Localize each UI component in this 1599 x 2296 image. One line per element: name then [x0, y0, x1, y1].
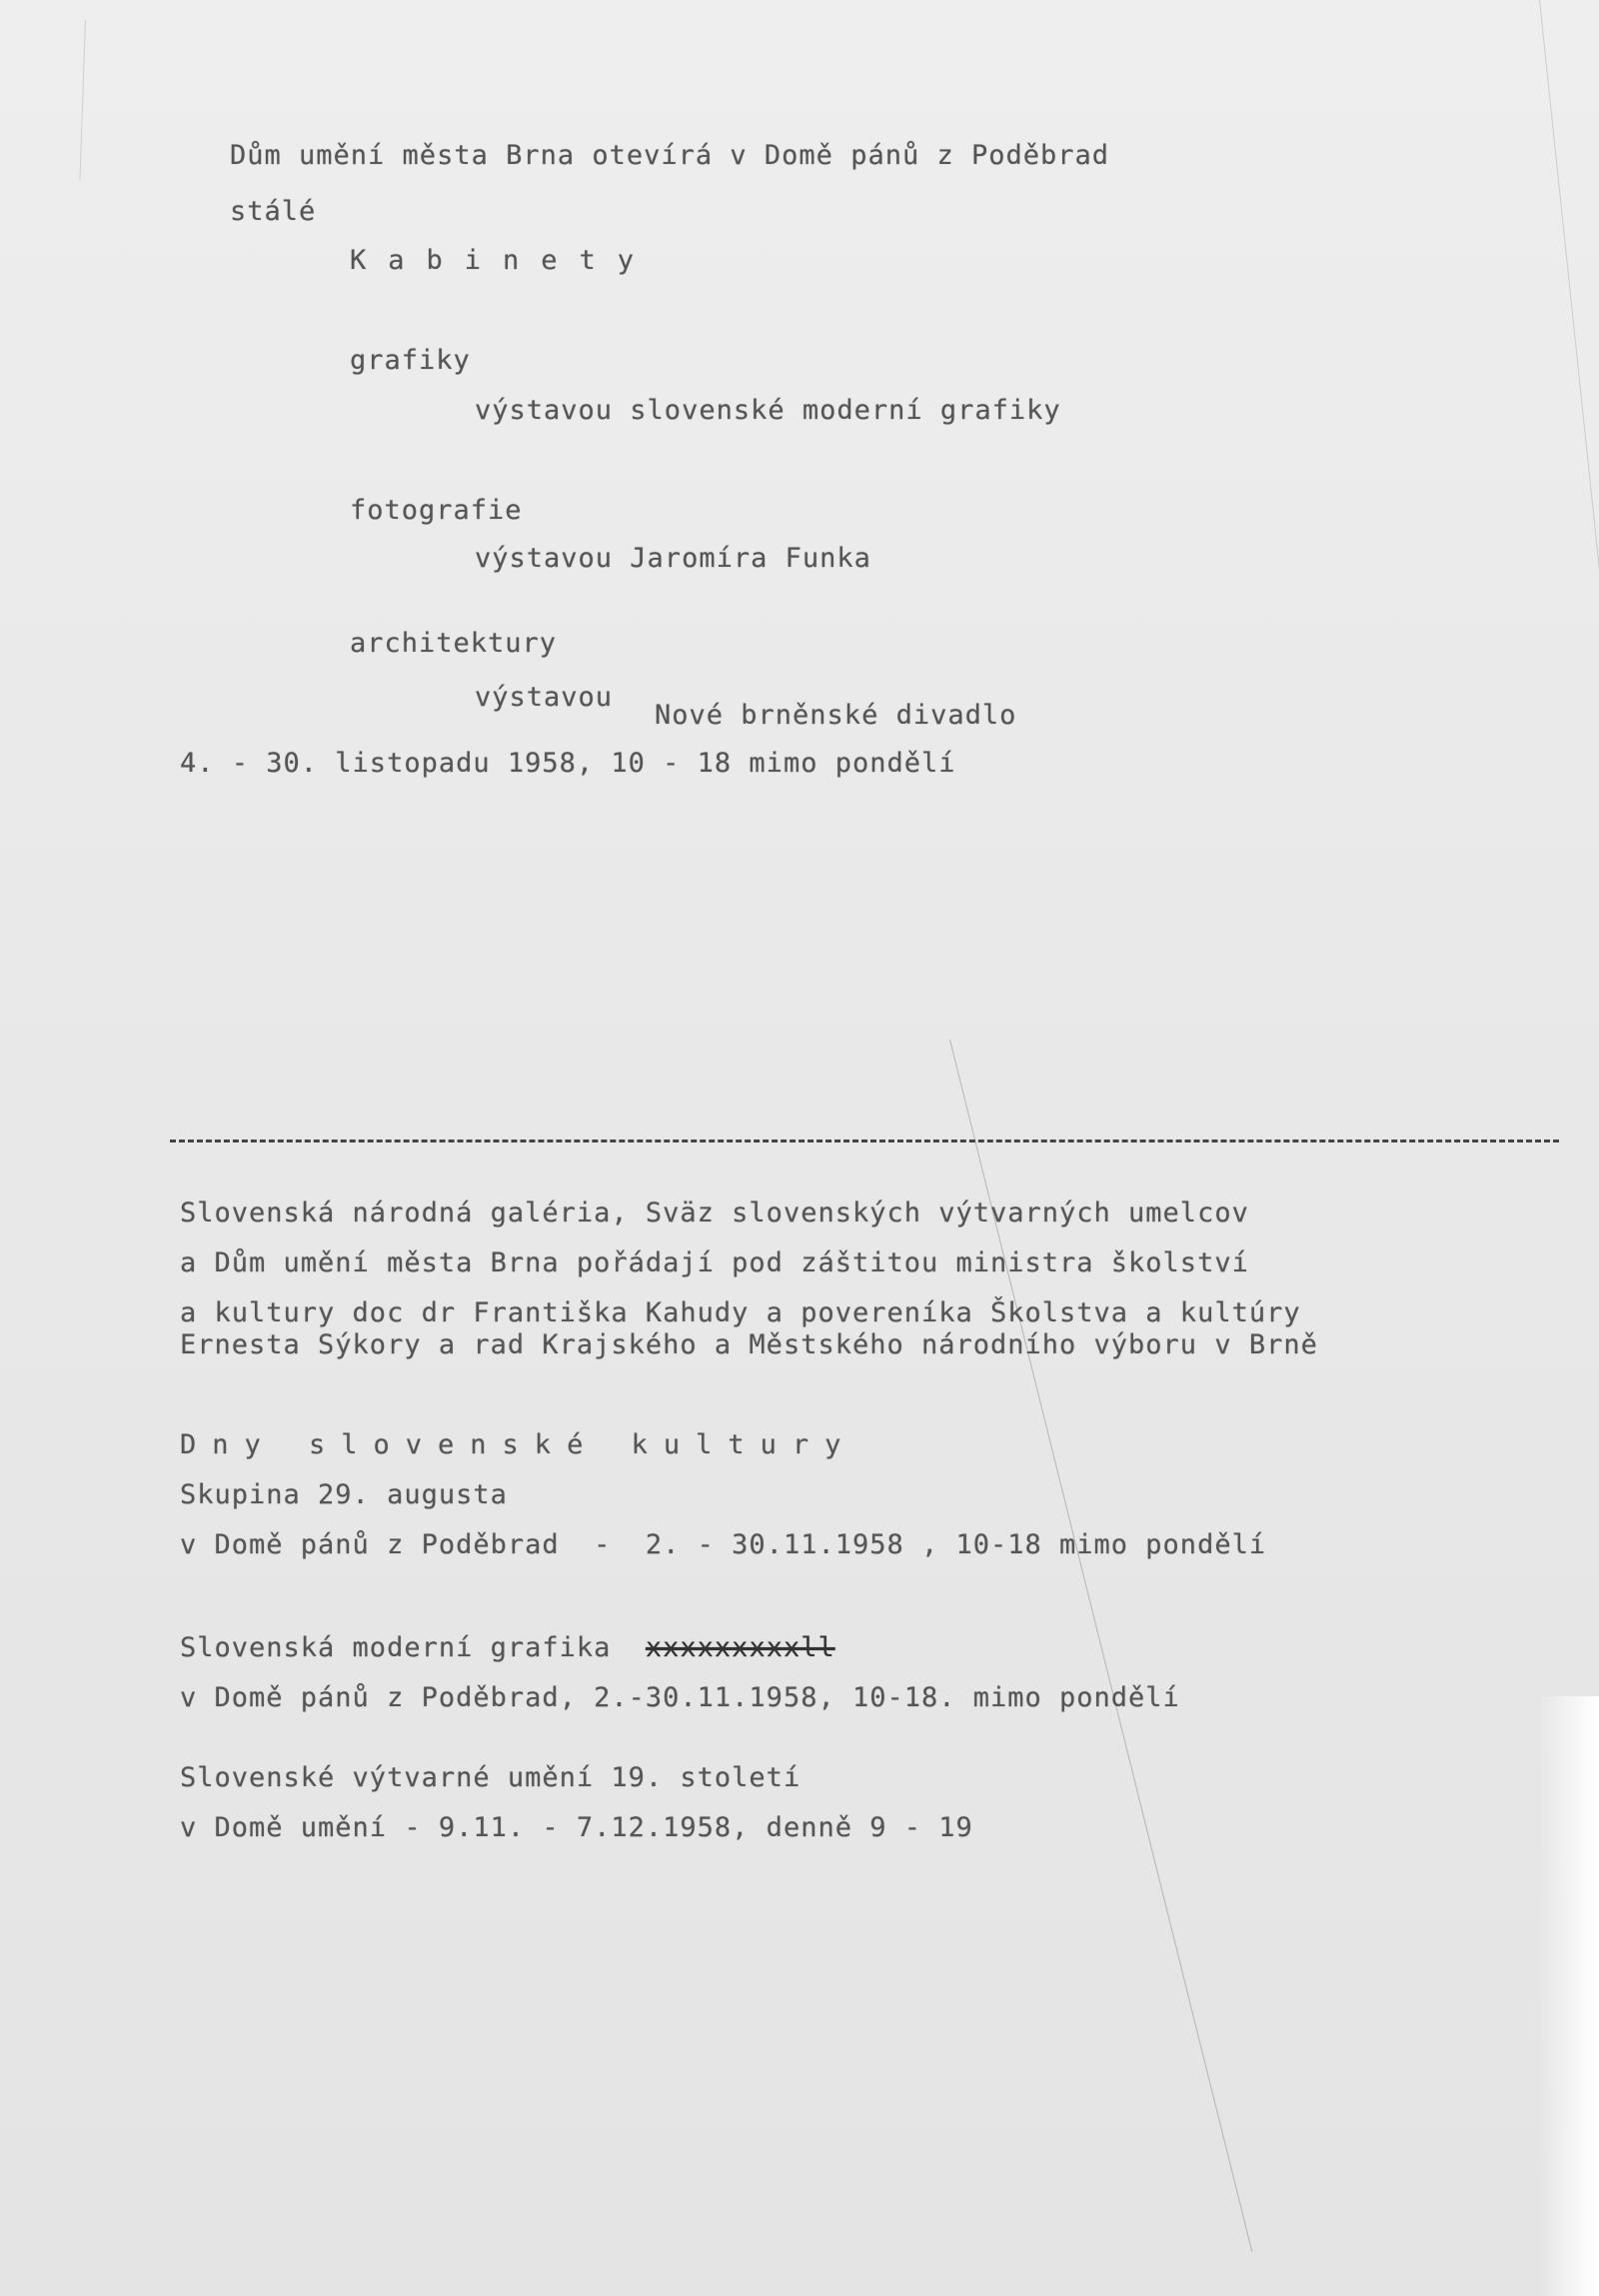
section-grafiky-name: grafiky [350, 345, 471, 376]
paper-crease [1539, 0, 1599, 696]
kabinety-heading: Kabinety [350, 245, 657, 276]
grafika-title: Slovenská moderní grafika [180, 1632, 612, 1663]
section-architektury-prefix: výstavou [475, 682, 614, 713]
top-dates: 4. - 30. listopadu 1958, 10 - 18 mimo pondělí [180, 748, 956, 779]
umeni-19-line-1: Slovenské výtvarné umění 19. století [180, 1762, 801, 1793]
section-grafiky-detail: výstavou slovenské moderní grafiky [475, 395, 1061, 426]
dashed-divider [170, 1140, 1559, 1143]
dny-slovenske-kultury-heading: Dny slovenské kultury [180, 1429, 857, 1460]
bottom-intro-line-3: a kultury doc dr Františka Kahudy a povereníka Školstva a kultúry [180, 1297, 1301, 1328]
paper-edge-shading [1539, 1696, 1599, 2296]
umeni-19-line-2: v Domě umění - 9.11. - 7.12.1958, denně 9 - 19 [180, 1812, 973, 1843]
intro-line-1: Dům umění města Brna otevírá v Domě pánů z Poděbrad [230, 140, 1110, 171]
grafika-line-1 [180, 1632, 835, 1663]
grafika-line-2: v Domě pánů z Poděbrad, 2.-30.11.1958, 10-18. mimo pondělí [180, 1682, 1180, 1713]
section-architektury-name: architektury [350, 628, 558, 659]
section-fotografie-detail: výstavou Jaromíra Funka [475, 543, 871, 574]
skupina-line-2: v Domě pánů z Poděbrad - 2. - 30.11.1958 , 10-18 mimo pondělí [180, 1529, 1267, 1560]
paper-crease [79, 20, 86, 180]
section-architektury-detail: Nové brněnské divadlo [655, 700, 1017, 731]
skupina-line-1: Skupina 29. augusta [180, 1479, 508, 1510]
section-fotografie-name: fotografie [350, 495, 523, 526]
bottom-intro-line-4: Ernesta Sýkory a rad Krajského a Městského národního výboru v Brně [180, 1329, 1318, 1360]
struck-out-text: xxxxxxxxxll [645, 1632, 835, 1663]
intro-line-2: stálé [230, 196, 317, 227]
bottom-intro-line-1: Slovenská národná galéria, Sväz slovenských výtvarných umelcov [180, 1197, 1249, 1228]
bottom-intro-line-2: a Dům umění města Brna pořádají pod záštitou ministra školství [180, 1247, 1249, 1278]
